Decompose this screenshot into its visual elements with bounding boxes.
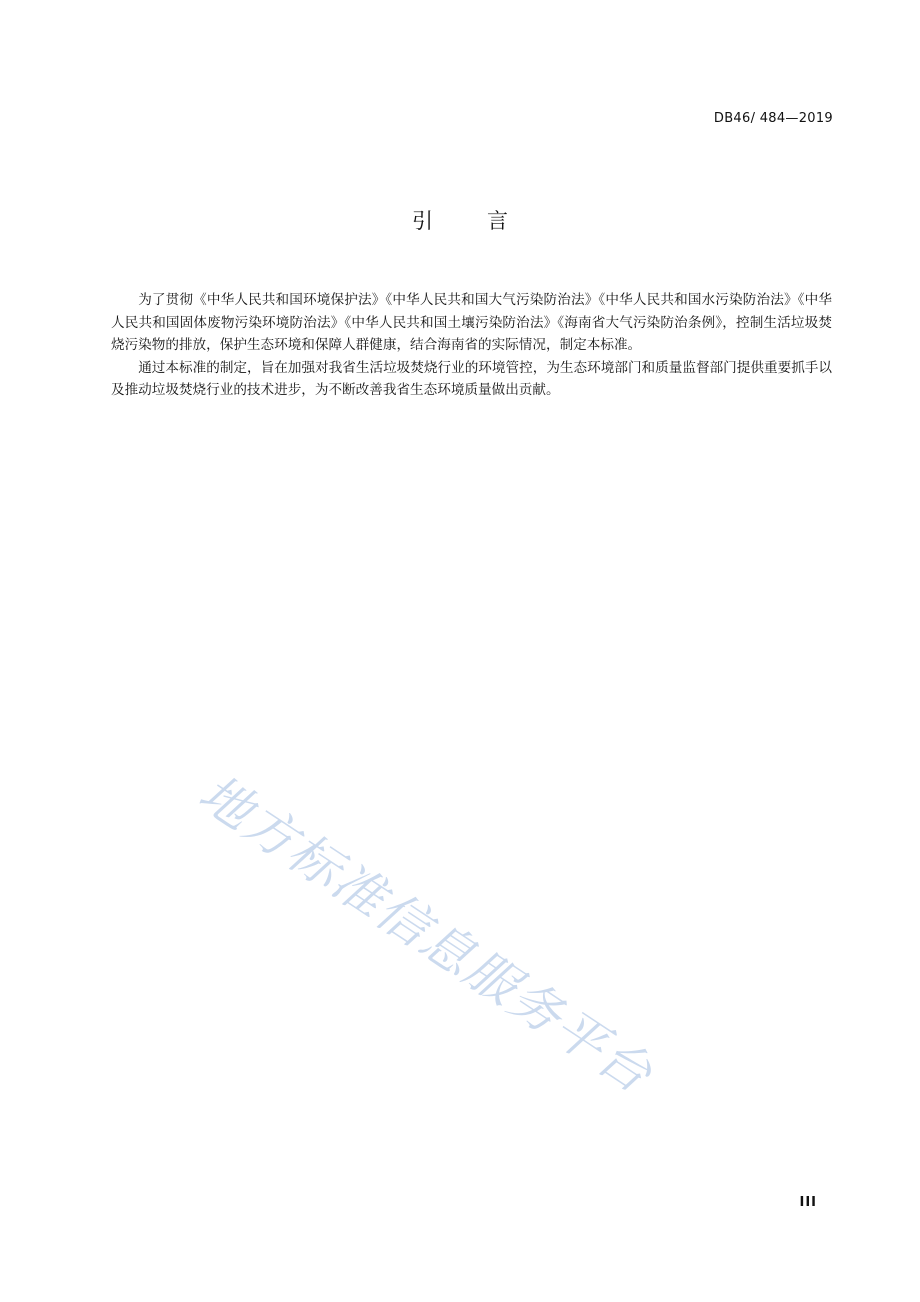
body-text [111,289,832,402]
document-code: DB46/ 484—2019 [713,111,833,126]
page-title: 引言 [412,209,562,233]
paragraph: 为了贯彻《中华人民共和国环境保护法》《中华人民共和国大气污染防治法》《中华人民共和国水污染防治法》《中华人民共和国固体废物污染环境防治法》《中华人民共和国土壤污染防治法》《海南省大气污染防治条例》，控制生活垃圾焚烧污染物的排放，保护生态环境和保障人群健康，结合海南省的实际情况，制定本标准。 [111,292,832,353]
paragraph: 通过本标准的制定，旨在加强对我省生活垃圾焚烧行业的环境管控，为生态环境部门和质量监督部门提供重要抓手以及推动垃圾焚烧行业的技术进步，为不断改善我省生态环境质量做出贡献。 [111,359,832,398]
watermark-text: 地方标准信息服务平台 [188,763,663,1106]
page-number: III [799,1195,817,1210]
